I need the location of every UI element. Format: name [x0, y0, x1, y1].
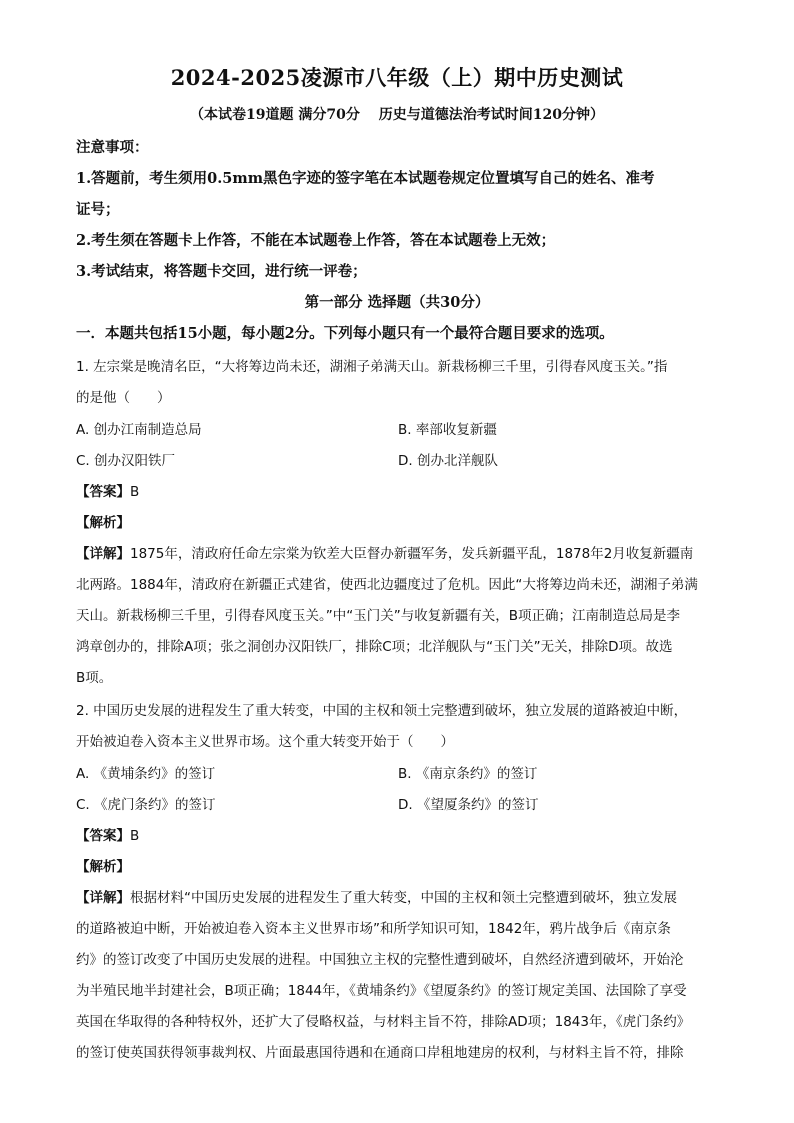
detail-text: 1875年，清政府任命左宗棠为钦差大臣督办新疆军务，发兵新疆平乱，1878年2月收复新疆南	[130, 546, 694, 562]
q1-detail-cont-2: 天山。新栽杨柳三千里，引得春风度玉关。”中“玉门关”与收复新疆有关，B项正确；江南制造总局是李	[76, 608, 680, 624]
answer-tag: 【答案】	[76, 484, 130, 500]
q2-detail-cont-2: 约》的签订改变了中国历史发展的进程。中国独立主权的完整性遭到破坏，自然经济遭到破坏，开始沦	[76, 952, 684, 968]
section-instruction: 一．本题共包括15小题，每小题2分。下列每小题只有一个最符合题目要求的选项。	[76, 325, 614, 342]
section-title: 第一部分 选择题（共30分）	[304, 294, 490, 311]
q2-option-a: A. 《黄埔条约》的签订	[76, 766, 216, 782]
notice-item-2: 2.考生须在答题卡上作答，不能在本试题卷上作答，答在本试题卷上无效；	[76, 232, 556, 249]
detail-tag: 【详解】	[76, 546, 130, 562]
page-title: 2024-2025凌源市八年级（上）期中历史测试	[170, 65, 624, 90]
q2-detail-cont-3: 为半殖民地半封建社会，B项正确；1844年，《黄埔条约》《望厦条约》的签订规定美国、法国除了享受	[76, 983, 687, 999]
notice-item-3: 3.考试结束，将答题卡交回，进行统一评卷；	[76, 263, 367, 280]
q1-answer	[76, 480, 718, 500]
q1-stem-cont: 的是他（ ）	[76, 390, 171, 406]
q1-option-a: A. 创办江南制造总局	[76, 422, 202, 438]
answer-value: B	[130, 828, 140, 844]
q1-option-d: D. 创办北洋舰队	[398, 453, 498, 469]
q1-option-b: B. 率部收复新疆	[398, 422, 497, 438]
q2-stem-cont: 开始被迫卷入资本主义世界市场。这个重大转变开始于（ ）	[76, 734, 454, 750]
q1-analysis-tag: 【解析】	[76, 515, 130, 531]
notice-item-1-cont: 证号；	[76, 201, 120, 218]
q2-answer	[76, 824, 718, 844]
q1-detail-cont-3: 鸿章创办的，排除A项；张之洞创办汉阳铁厂，排除C项；北洋舰队与“玉门关”无关，排除D项。故选	[76, 639, 673, 655]
q1-stem: 1. 左宗棠是晚清名臣，“大将筹边尚未还，湖湘子弟满天山。新栽杨柳三千里，引得春风度玉关。”指	[76, 359, 668, 375]
page-subtitle: （本试卷19道题 满分70分 历史与道德法治考试时间120分钟）	[190, 107, 604, 123]
q1-detail-cont-4: B项。	[76, 670, 113, 686]
q2-stem: 2. 中国历史发展的进程发生了重大转变，中国的主权和领土完整遭到破坏，独立发展的道路被迫中断，	[76, 703, 688, 719]
q1-detail	[76, 542, 718, 562]
q2-option-d: D. 《望厦条约》的签订	[398, 797, 539, 813]
answer-value: B	[130, 484, 140, 500]
q2-detail-cont-5: 的签订使英国获得领事裁判权、片面最惠国待遇和在通商口岸租地建房的权利，与材料主旨不符，排除	[76, 1045, 684, 1061]
q2-detail	[76, 886, 718, 906]
notice-heading: 注意事项：	[76, 139, 149, 156]
q2-detail-cont-4: 英国在华取得的各种特权外，还扩大了侵略权益，与材料主旨不符，排除AD项；1843年，《虎门条约》	[76, 1014, 691, 1030]
q2-detail-cont-1: 的道路被迫中断，开始被迫卷入资本主义世界市场”和所学知识可知，1842年，鸦片战争后《南京条	[76, 921, 671, 937]
q2-option-c: C. 《虎门条约》的签订	[76, 797, 216, 813]
q2-option-b: B. 《南京条约》的签订	[398, 766, 538, 782]
detail-tag: 【详解】	[76, 890, 130, 906]
q2-analysis-tag: 【解析】	[76, 859, 130, 875]
answer-tag: 【答案】	[76, 828, 130, 844]
detail-text: 根据材料“中国历史发展的进程发生了重大转变，中国的主权和领土完整遭到破坏，独立发展	[130, 890, 677, 906]
notice-item-1: 1.答题前，考生须用0.5mm黑色字迹的签字笔在本试题卷规定位置填写自己的姓名、准考	[76, 170, 655, 187]
q1-detail-cont-1: 北两路。1884年，清政府在新疆正式建省，使西北边疆度过了危机。因此“大将筹边尚未还，湖湘子弟满	[76, 577, 698, 593]
q1-option-c: C. 创办汉阳铁厂	[76, 453, 176, 469]
